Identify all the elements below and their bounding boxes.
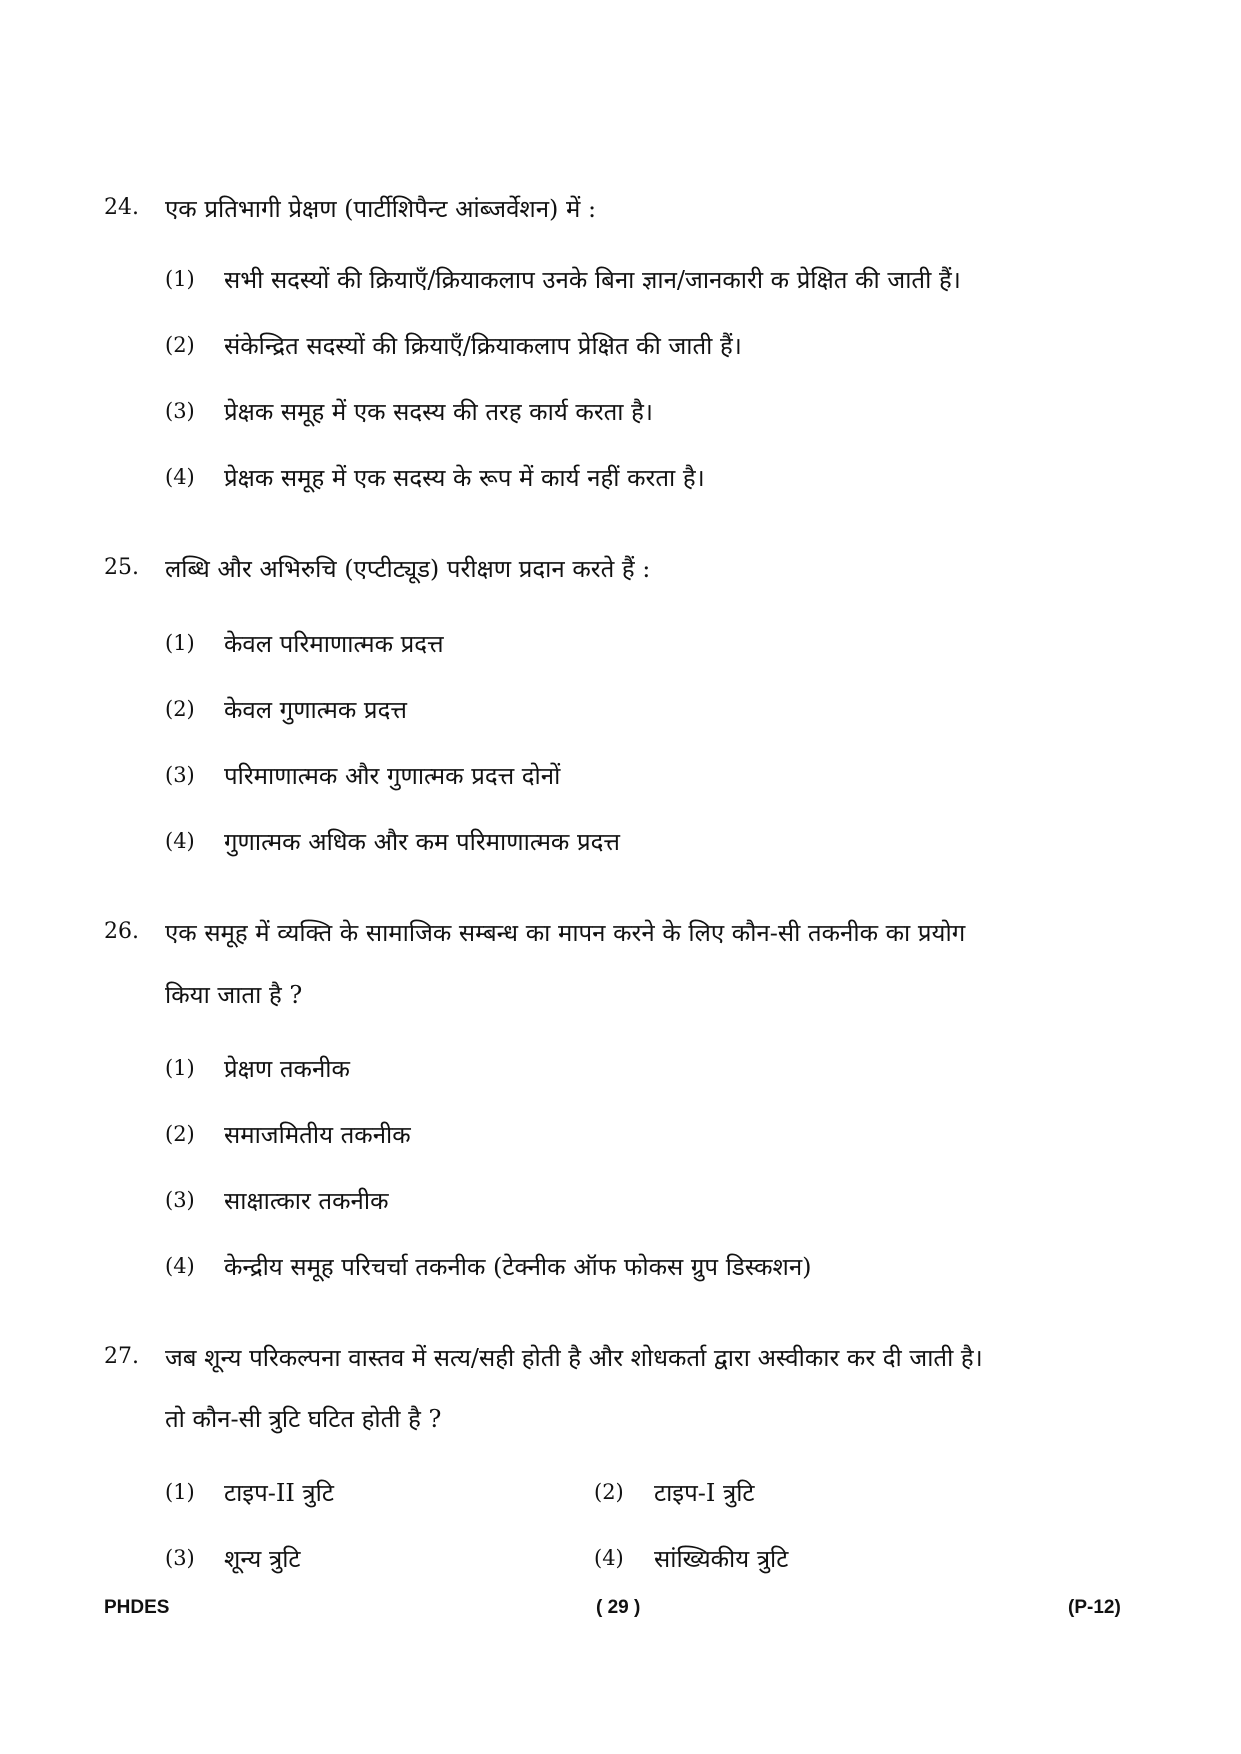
option-text: प्रेक्षक समूह में एक सदस्य के रूप में कार्य नहीं करता है। <box>224 464 705 492</box>
option-text: प्रेक्षक समूह में एक सदस्य की तरह कार्य करता है। <box>224 398 653 426</box>
option-text: गुणात्मक अधिक और कम परिमाणात्मक प्रदत्त <box>224 828 620 856</box>
option-text: संकेन्द्रित सदस्यों की क्रियाएँ/क्रियाकलाप प्रेक्षित की जाती हैं। <box>224 332 742 360</box>
question-text: एक समूह में व्यक्ति के सामाजिक सम्बन्ध का मापन करने के लिए कौन-सी तकनीक का प्रयोग <box>165 919 966 947</box>
option-number: (2) <box>165 1122 195 1146</box>
question-text-continued: तो कौन-सी त्रुटि घटित होती है ? <box>165 1405 442 1433</box>
option-text: टाइप-II त्रुटि <box>224 1479 334 1507</box>
question-number: 27. <box>104 1344 139 1369</box>
option-number: (3) <box>165 1188 195 1212</box>
option-text: परिमाणात्मक और गुणात्मक प्रदत्त दोनों <box>224 762 561 790</box>
option-number: (4) <box>165 829 195 853</box>
option-number: (4) <box>594 1546 624 1570</box>
option-text: टाइप-I त्रुटि <box>654 1479 755 1507</box>
question-text: जब शून्य परिकल्पना वास्तव में सत्य/सही होती है और शोधकर्ता द्वारा अस्वीकार कर दी जाती है। <box>165 1344 983 1372</box>
question-text-continued: किया जाता है ? <box>165 981 303 1009</box>
option-text: साक्षात्कार तकनीक <box>224 1187 389 1215</box>
question-number: 24. <box>104 195 139 220</box>
option-text: शून्य त्रुटि <box>224 1545 301 1573</box>
option-number: (2) <box>165 697 195 721</box>
option-text: केवल गुणात्मक प्रदत्त <box>224 696 407 724</box>
option-text: सभी सदस्यों की क्रियाएँ/क्रियाकलाप उनके बिना ज्ञान/जानकारी क प्रेक्षित की जाती हैं। <box>224 266 961 294</box>
option-number: (3) <box>165 399 195 423</box>
question-number: 26. <box>104 919 139 944</box>
option-number: (1) <box>165 1056 195 1080</box>
option-number: (4) <box>165 1254 195 1278</box>
page-number: ( 29 ) <box>596 1597 641 1618</box>
question-text: एक प्रतिभागी प्रेक्षण (पार्टीशिपैन्ट आंब्जर्वेशन) में : <box>165 195 597 223</box>
option-number: (2) <box>594 1480 624 1504</box>
option-text: समाजमितीय तकनीक <box>224 1121 411 1149</box>
option-number: (1) <box>165 631 195 655</box>
option-number: (2) <box>165 333 195 357</box>
question-text: लब्धि और अभिरुचि (एप्टीट्यूड) परीक्षण प्रदान करते हैं : <box>165 555 651 583</box>
option-number: (1) <box>165 267 195 291</box>
option-number: (4) <box>165 465 195 489</box>
footer-booklet-code: (P-12) <box>1068 1597 1121 1618</box>
option-text: प्रेक्षण तकनीक <box>224 1055 350 1083</box>
option-text: केवल परिमाणात्मक प्रदत्त <box>224 630 444 658</box>
option-number: (3) <box>165 763 195 787</box>
question-number: 25. <box>104 555 139 580</box>
footer-code: PHDES <box>104 1597 170 1618</box>
option-text: सांख्यिकीय त्रुटि <box>654 1545 789 1573</box>
option-text: केन्द्रीय समूह परिचर्चा तकनीक (टेक्नीक ऑफ फोकस ग्रुप डिस्कशन) <box>224 1253 812 1281</box>
option-number: (1) <box>165 1480 195 1504</box>
option-number: (3) <box>165 1546 195 1570</box>
